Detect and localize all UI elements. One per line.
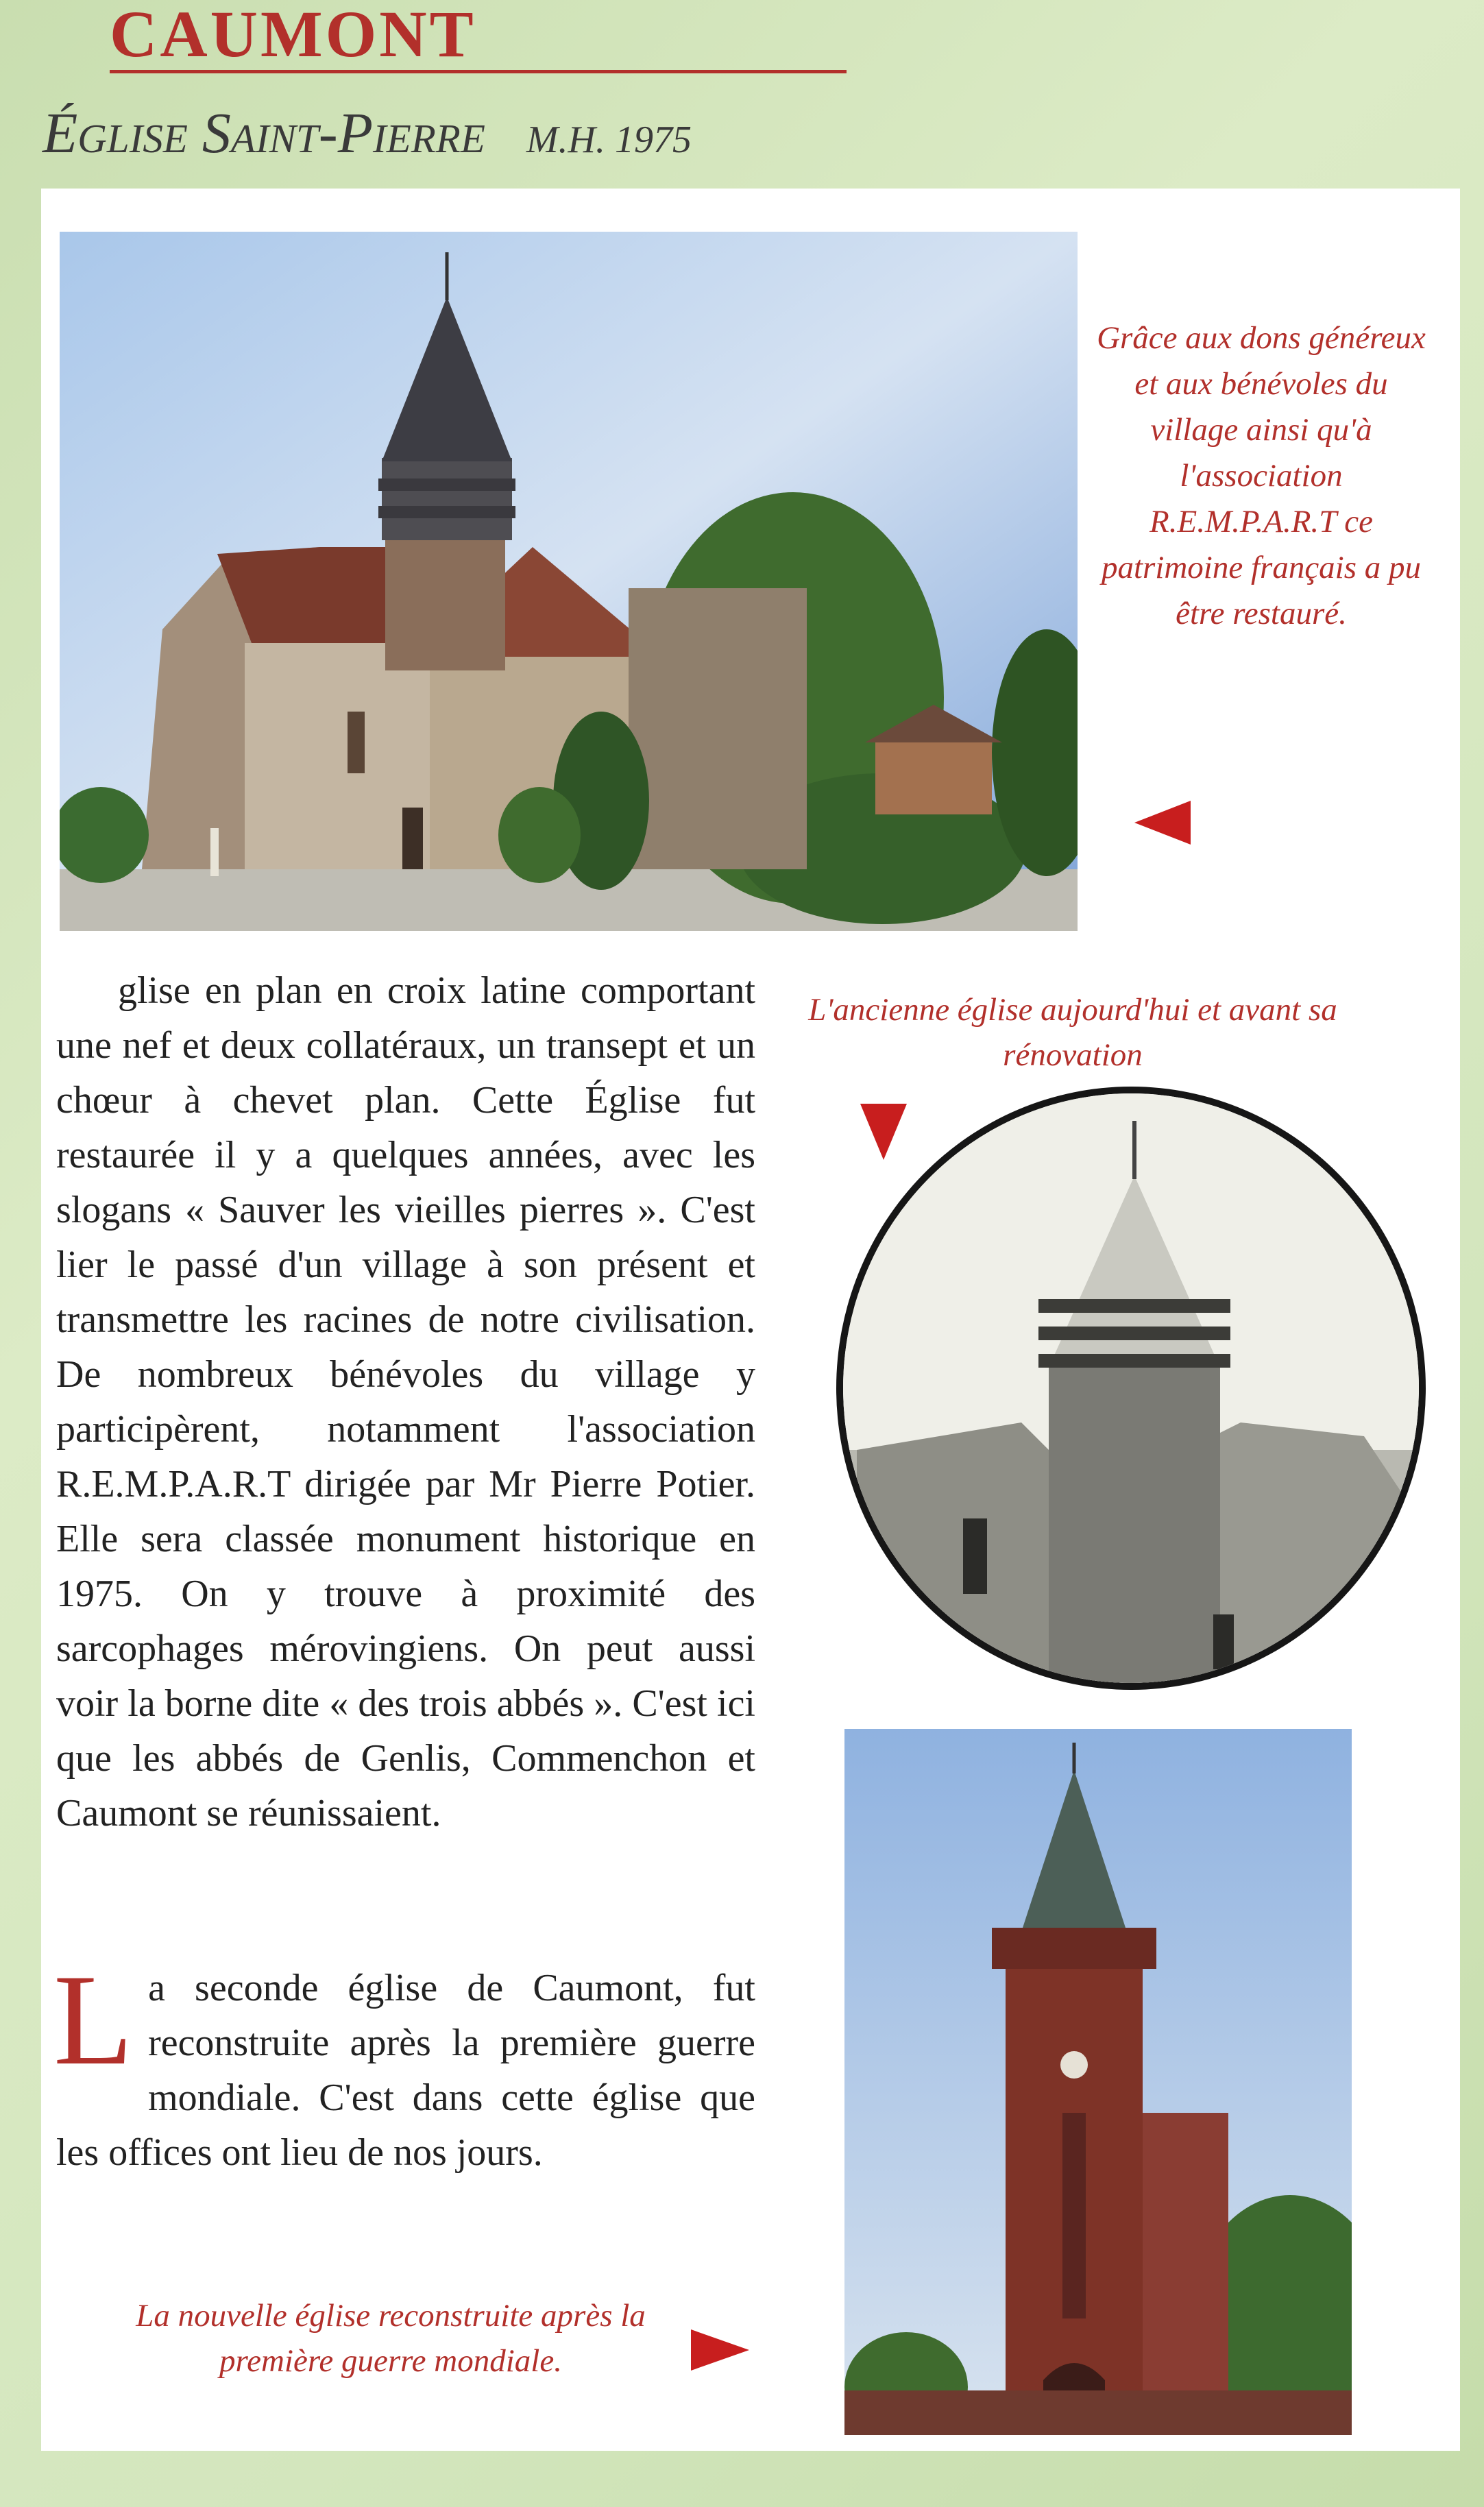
second-church-text: a seconde église de Caumont, fut reconstruite après la première guerre mondiale. C'est dans cette église que les offices ont lieu de nos jours.: [56, 1967, 755, 2174]
drop-cap: L: [53, 1948, 134, 2092]
arrow-down-icon: [860, 1104, 907, 1160]
old-church-caption: L'ancienne église aujourd'hui et avant sa rénovation: [808, 992, 1337, 1073]
arrow-left-icon: [1134, 801, 1191, 845]
title-rule: [110, 70, 847, 73]
church-photo-today: [60, 232, 1078, 931]
new-church-photo: [844, 1729, 1352, 2435]
church-name: Église Saint-Pierre: [42, 101, 485, 165]
arrow-right-icon: [691, 2329, 749, 2371]
second-church-paragraph: [53, 1948, 755, 2180]
section-heading: [42, 96, 692, 171]
restoration-caption: Grâce aux dons généreux et aux bénévoles du village ainsi qu'à l'association R.E.M.P.A.R.T ce patrimoine français a pu être restauré.: [1097, 320, 1426, 631]
new-church-caption: La nouvelle église reconstruite après la première guerre mondiale.: [136, 2298, 646, 2379]
church-photo-before-renovation: [836, 1087, 1426, 1690]
monument-date: M.H. 1975: [526, 119, 692, 161]
page-title: CAUMONT: [110, 0, 476, 69]
history-paragraph: glise en plan en croix latine comportant une nef et deux collatéraux, un transept et un chœur à chevet plan. Cette Église fut restaurée il y a quelques années, avec les slogans « Sauver les vieilles pierres ». C'est lier le passé d'un village à son présent et transmettre les racines de notre civilisation. De nombreux bénévoles du village y participèrent, notamment l'association R.E.M.P.A.R.T dirigée par Mr Pierre Potier. Elle sera classée monument historique en 1975. On y trouve à proximité des sarcophages mérovingiens. On peut aussi voir la borne dite « des trois abbés ». C'est ici que les abbés de Genlis, Commenchon et Caumont se réunissaient.: [56, 969, 755, 1834]
